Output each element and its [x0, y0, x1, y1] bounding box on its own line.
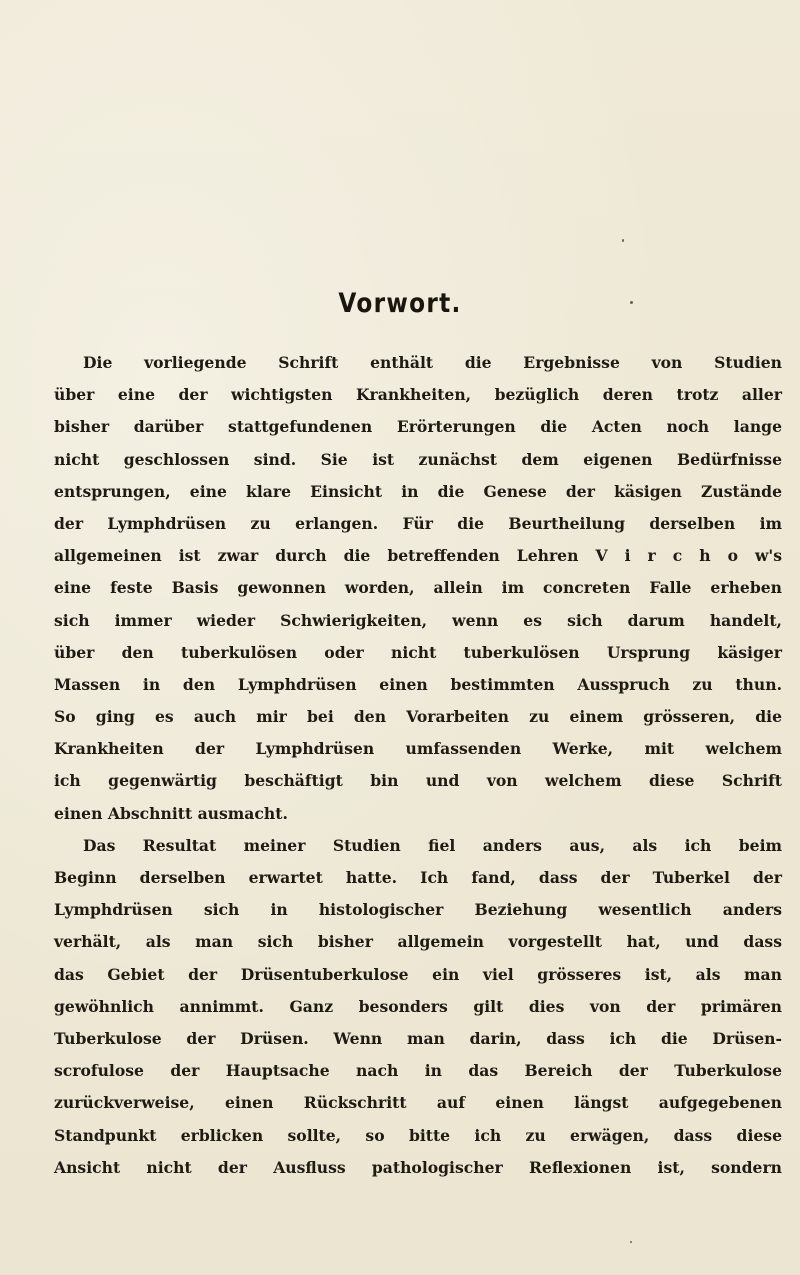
text-line: Die vorliegende Schrift enthält die Ergebnisse von Studien	[83, 353, 782, 372]
text-line: allgemeinen ist zwar durch die betreffenden Lehren V i r c h o w's	[54, 546, 782, 566]
text-line: sich immer wieder Schwierigkeiten, wenn es sich darum handelt,	[54, 610, 782, 630]
text-line: Beginn derselben erwartet hatte. Ich fand, dass der Tuberkel der	[54, 868, 782, 887]
text-line: Tuberkulose der Drüsen. Wenn man darin, dass ich die Drüsen-	[54, 1028, 782, 1048]
text-line: der Lymphdrüsen zu erlangen. Für die Beurtheilung derselben im	[54, 513, 782, 533]
ink-speck	[630, 1241, 632, 1243]
text-line: verhält, als man sich bisher allgemein vorgestellt hat, und dass	[54, 932, 782, 952]
text-line: Ansicht nicht der Ausfluss pathologischer Reflexionen ist, sondern	[54, 1157, 782, 1177]
text-line: Standpunkt erblicken sollte, so bitte ich zu erwägen, dass diese	[54, 1125, 782, 1145]
text-line: scrofulose der Hauptsache nach in das Bereich der Tuberkulose	[54, 1061, 782, 1081]
text-line: über den tuberkulösen oder nicht tuberkulösen Ursprung käsiger	[54, 642, 782, 662]
body-text	[54, 347, 782, 1184]
text-line: Massen in den Lymphdrüsen einen bestimmten Ausspruch zu thun.	[54, 674, 782, 694]
text-line: zurückverweise, einen Rückschritt auf einen längst aufgegebenen	[54, 1093, 782, 1113]
text-line: Das Resultat meiner Studien fiel anders aus, als ich beim	[83, 835, 782, 855]
text-line: ich gegenwärtig beschäftigt bin und von welchem diese Schrift	[54, 771, 782, 791]
text-line: einen Abschnitt ausmacht.	[54, 803, 288, 823]
text-line: bisher darüber stattgefundenen Erörterungen die Acten noch lange	[54, 417, 782, 437]
text-line: Krankheiten der Lymphdrüsen umfassenden Werke, mit welchem	[54, 739, 782, 759]
text-line: entsprungen, eine klare Einsicht in die Genese der käsigen Zustände	[54, 481, 782, 501]
text-line: das Gebiet der Drüsentuberkulose ein viel grösseres ist, als man	[54, 964, 782, 984]
text-line: über eine der wichtigsten Krankheiten, bezüglich deren trotz aller	[54, 385, 782, 405]
text-line: So ging es auch mir bei den Vorarbeiten zu einem grösseren, die	[54, 707, 782, 727]
text-line: eine feste Basis gewonnen worden, allein im concreten Falle erheben	[54, 578, 782, 598]
text-line: gewöhnlich annimmt. Ganz besonders gilt dies von der primären	[54, 996, 782, 1016]
text-line: nicht geschlossen sind. Sie ist zunächst dem eigenen Bedürfnisse	[54, 449, 782, 469]
text-line: Lymphdrüsen sich in histologischer Beziehung wesentlich anders	[54, 900, 782, 920]
page-title: Vorwort.	[338, 288, 462, 319]
ink-speck	[622, 239, 624, 242]
